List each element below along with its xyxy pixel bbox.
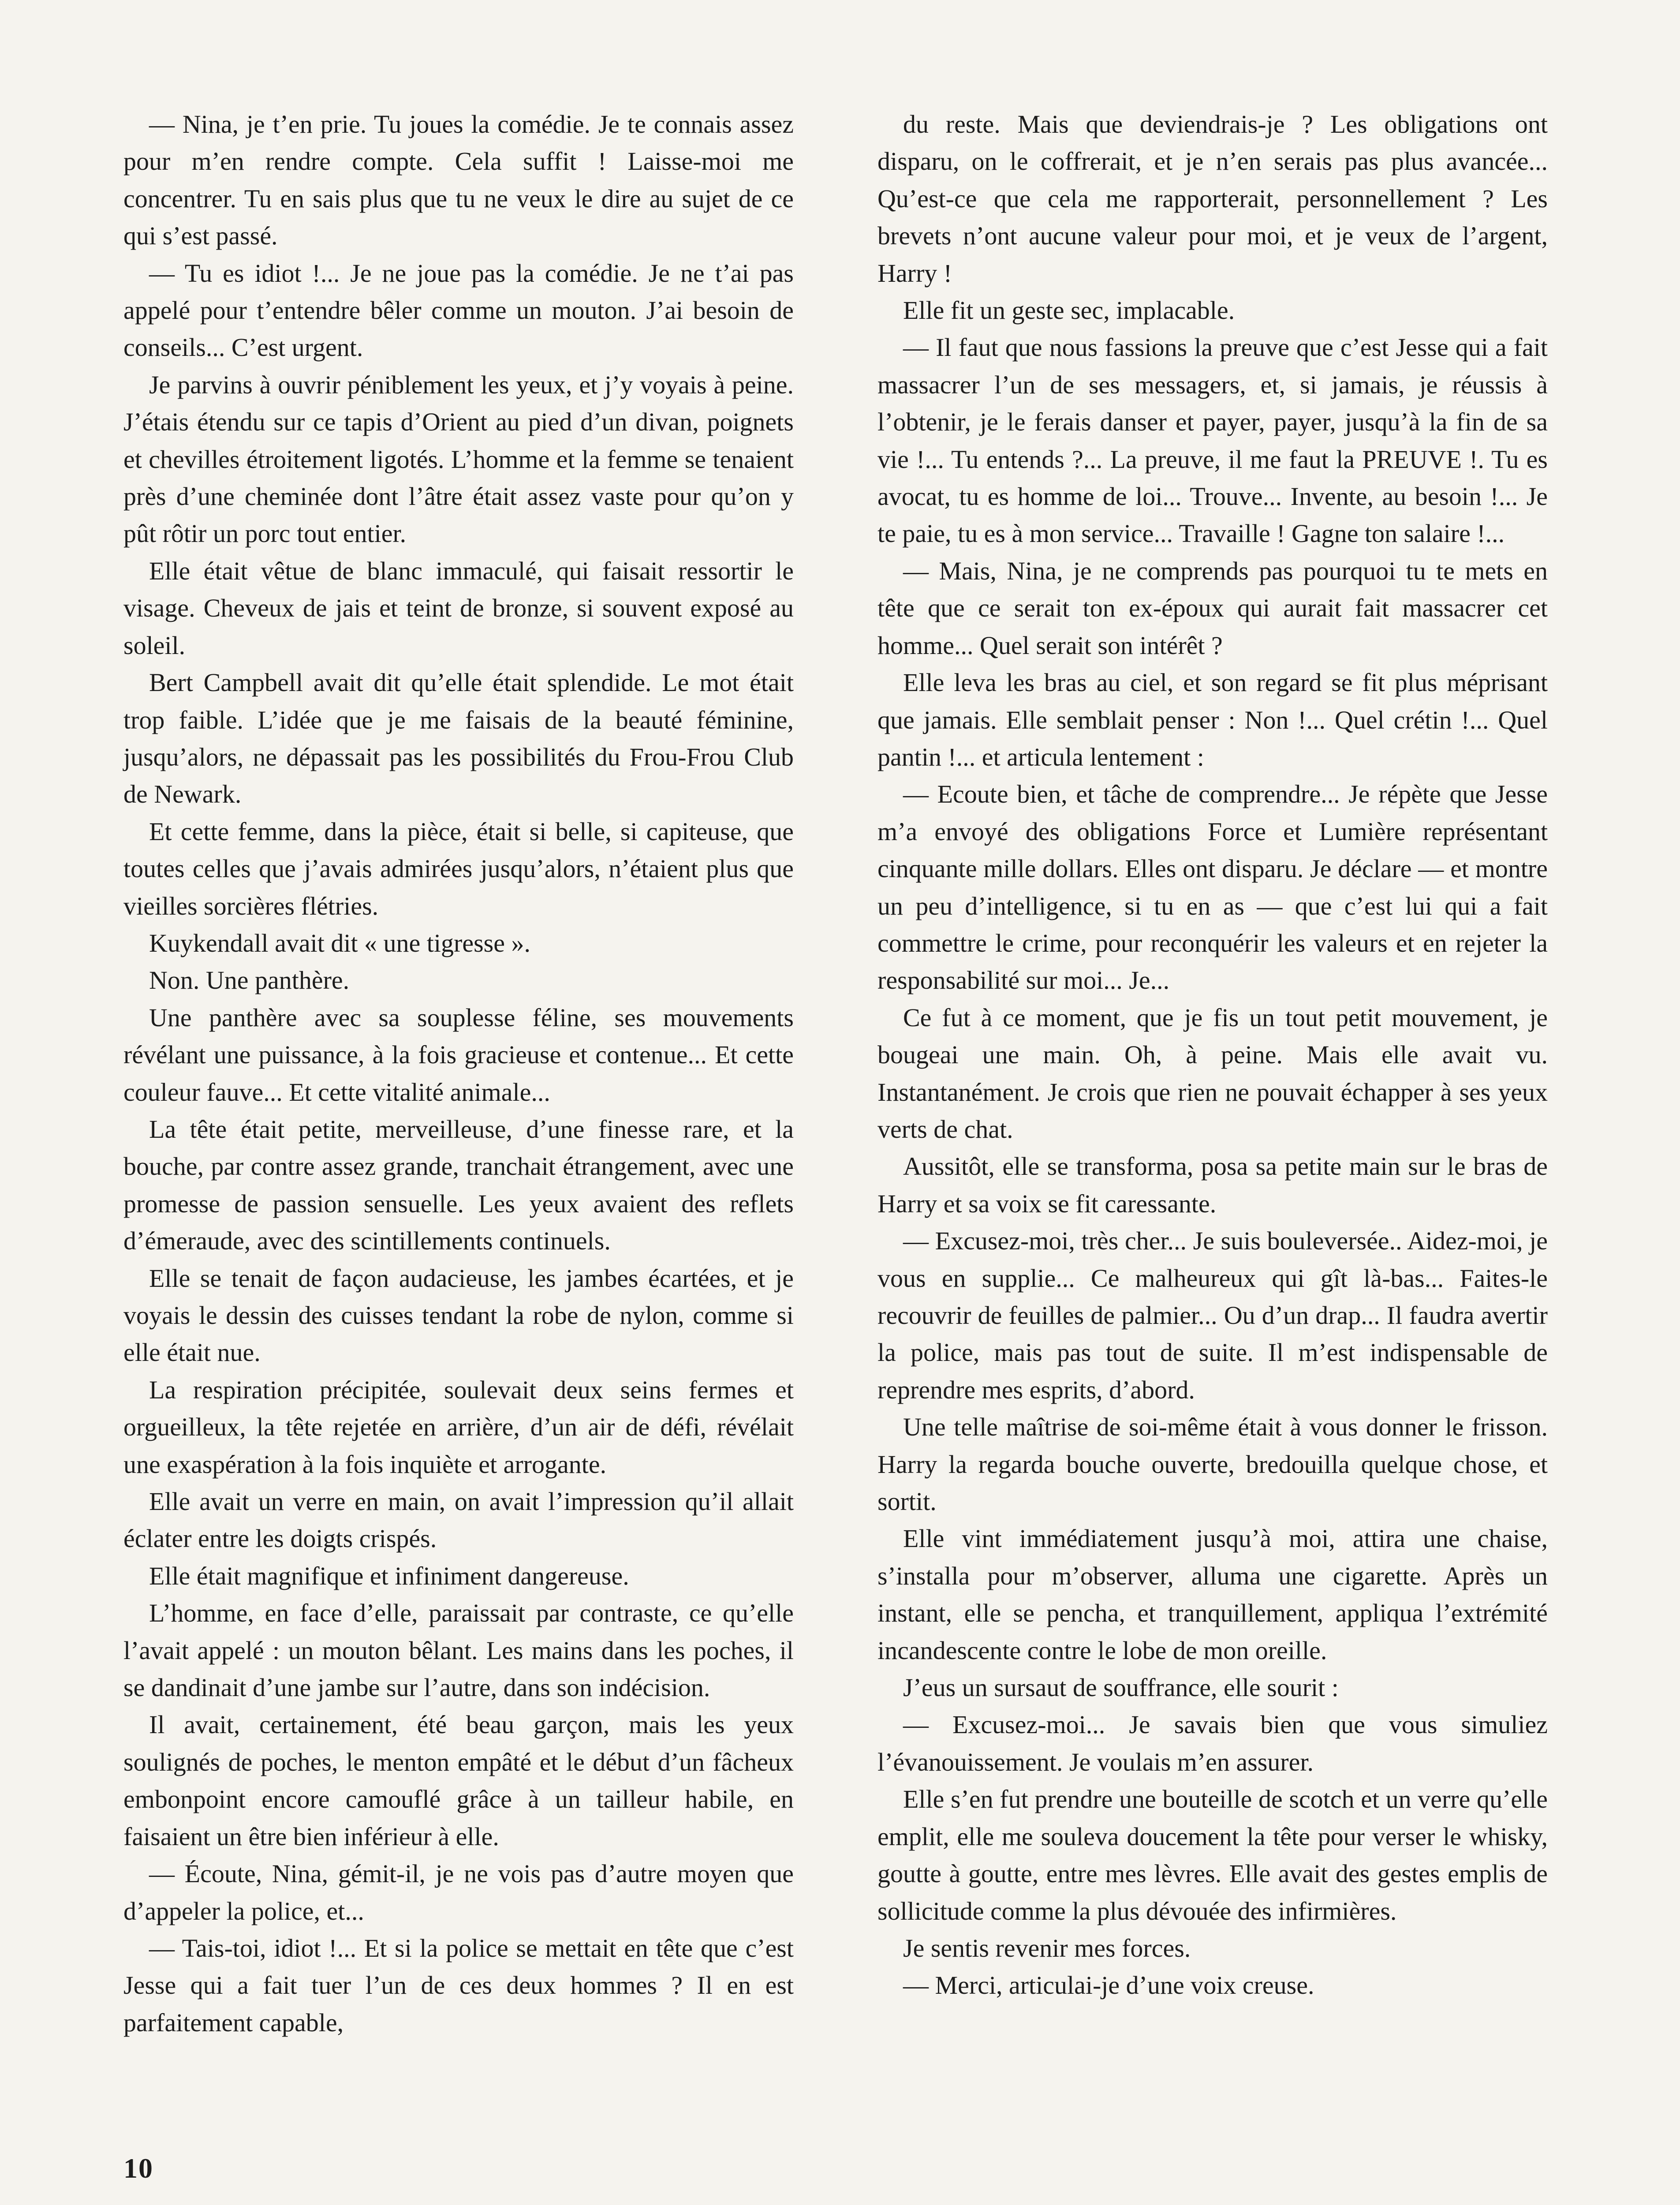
paragraph: J’eus un sursaut de souffrance, elle sourit : — [903, 1673, 1339, 1702]
paragraph: Elle se tenait de façon audacieuse, les jambes écartées, et je voyais le dessin des cuisses tendant la robe de nylon, comme si elle était nue. — [123, 1263, 794, 1367]
paragraph: — Mais, Nina, je ne comprends pas pourquoi tu te mets en tête que ce serait ton ex-époux qui aurait fait massacrer cet homme... Quel serait son intérêt ? — [877, 556, 1548, 660]
paragraph: du reste. Mais que deviendrais-je ? Les obligations ont disparu, on le coffrerait, et je n’en serais pas plus avancée... Qu’est-ce que cela me rapporterait, personnellement ? Les brevets n’ont aucune valeur pour moi, et je veux de l’argent, Harry ! — [877, 110, 1548, 288]
paragraph: Il avait, certainement, été beau garçon, mais les yeux soulignés de poches, le menton empâté et le début d’un fâcheux embonpoint encore camouflé grâce à un tailleur habile, en faisaient un être bien inférieur à elle. — [123, 1710, 794, 1851]
paragraph: Ce fut à ce moment, que je fis un tout petit mouvement, je bougeai une main. Oh, à peine. Mais elle avait vu. Instantanément. Je crois que rien ne pouvait échapper à ses yeux verts de chat. — [877, 1003, 1548, 1144]
paragraph: — Nina, je t’en prie. Tu joues la comédie. Je te connais assez pour m’en rendre compte. Cela suffit ! Laisse-moi me concentrer. Tu en sais plus que tu ne veux le dire au sujet de ce qui s’est passé. — [123, 110, 794, 250]
paragraph: — Excusez-moi, très cher... Je suis bouleversée.. Aidez-moi, je vous en supplie... Ce malheureux qui gît là-bas... Faites-le recouvrir de feuilles de palmier... Ou d’un drap... Il faudra avertir la police, mais pas tout de suite. Il m’est indispensable de reprendre mes esprits, d’abord. — [877, 1226, 1548, 1404]
paragraph: Une panthère avec sa souplesse féline, ses mouvements révélant une puissance, à la fois gracieuse et contenue... Et cette couleur fauve... Et cette vitalité animale... — [123, 1003, 794, 1106]
page-number: 10 — [123, 2153, 153, 2184]
paragraph: Elle s’en fut prendre une bouteille de scotch et un verre qu’elle emplit, elle me souleva doucement la tête pour verser le whisky, goutte à goutte, entre mes lèvres. Elle avait des gestes emplis de sollicitude comme la plus dévouée des infirmières. — [877, 1785, 1548, 1925]
paragraph: Elle vint immédiatement jusqu’à moi, attira une chaise, s’installa pour m’observer, alluma une cigarette. Après un instant, elle se pencha, et tranquillement, appliqua l’extrémité incandescente contre le lobe de mon oreille. — [877, 1524, 1548, 1665]
paragraph: Je parvins à ouvrir péniblement les yeux, et j’y voyais à peine. J’étais étendu sur ce tapis d’Orient au pied d’un divan, poignets et chevilles étroitement ligotés. L’homme et la femme se tenaient près d’une cheminée dont l’âtre était assez vaste pour qu’on y pût rôtir un porc tout entier. — [123, 370, 794, 548]
paragraph: — Tu es idiot !... Je ne joue pas la comédie. Je ne t’ai pas appelé pour t’entendre bêler comme un mouton. J’ai besoin de conseils... C’est urgent. — [123, 258, 794, 362]
paragraph: Elle fit un geste sec, implacable. — [903, 296, 1235, 325]
paragraph: Elle était vêtue de blanc immaculé, qui faisait ressortir le visage. Cheveux de jais et teint de bronze, si souvent exposé au soleil. — [123, 556, 794, 660]
paragraph: Kuykendall avait dit « une tigresse ». — [149, 928, 530, 957]
paragraph: La respiration précipitée, soulevait deux seins fermes et orgueilleux, la tête rejetée en arrière, d’un air de défi, révélait une exaspération à la fois inquiète et arrogante. — [123, 1375, 794, 1479]
paragraph: — Il faut que nous fassions la preuve que c’est Jesse qui a fait massacrer l’un de ses messagers, et, si jamais, je réussis à l’obtenir, je le ferais danser et payer, payer, jusqu’à la fin de sa vie !... Tu entends ?... La preuve, il me faut la PREUVE !. Tu es avocat, tu es homme de loi... Trouve... Invente, au besoin !... Je te paie, tu es à mon service... Travaille ! Gagne ton salaire !... — [877, 333, 1548, 548]
paragraph: Et cette femme, dans la pièce, était si belle, si capiteuse, que toutes celles que j’avais admirées jusqu’alors, n’étaient plus que vieilles sorcières flétries. — [123, 817, 794, 920]
paragraph: Aussitôt, elle se transforma, posa sa petite main sur le bras de Harry et sa voix se fit caressante. — [877, 1152, 1548, 1218]
paragraph: L’homme, en face d’elle, paraissait par contraste, ce qu’elle l’avait appelé : un mouton bêlant. Les mains dans les poches, il se dandinait d’une jambe sur l’autre, dans son indécision. — [123, 1599, 794, 1702]
paragraph: La tête était petite, merveilleuse, d’une finesse rare, et la bouche, par contre assez grande, tranchait étrangement, avec une promesse de passion sensuelle. Les yeux avaient des reflets d’émeraude, avec des scintillements continuels. — [123, 1114, 794, 1256]
paragraph: Elle avait un verre en main, on avait l’impression qu’il allait éclater entre les doigts crispés. — [123, 1487, 794, 1553]
paragraph: Elle leva les bras au ciel, et son regard se fit plus méprisant que jamais. Elle semblait penser : Non !... Quel crétin !... Quel pantin !... et articula lentement : — [877, 668, 1548, 771]
paragraph: — Écoute, Nina, gémit-il, je ne vois pas d’autre moyen que d’appeler la police, et... — [123, 1859, 794, 1925]
text-column-left — [123, 106, 794, 2041]
paragraph: Non. Une panthère. — [149, 966, 350, 995]
text-column-right — [877, 106, 1548, 2004]
paragraph: — Tais-toi, idiot !... Et si la police se mettait en tête que c’est Jesse qui a fait tuer l’un de ces deux hommes ? Il en est parfaitement capable, — [123, 1933, 794, 2037]
paragraph: Je sentis revenir mes forces. — [903, 1933, 1191, 1962]
paragraph: — Merci, articulai-je d’une voix creuse. — [903, 1971, 1314, 2000]
paragraph: Bert Campbell avait dit qu’elle était splendide. Le mot était trop faible. L’idée que je me faisais de la beauté féminine, jusqu’alors, ne dépassait pas les possibilités du Frou-Frou Club de Newark. — [123, 668, 794, 809]
paragraph: Une telle maîtrise de soi-même était à vous donner le frisson. Harry la regarda bouche ouverte, bredouilla quelque chose, et sortit. — [877, 1413, 1548, 1516]
paragraph: — Ecoute bien, et tâche de comprendre... Je répète que Jesse m’a envoyé des obligations Force et Lumière représentant cinquante mille dollars. Elles ont disparu. Je déclare — et montre un peu d’intelligence, si tu en as — que c’est lui qui a fait commettre le crime, pour reconquérir les valeurs et en rejeter la responsabilité sur moi... Je... — [877, 780, 1548, 995]
paragraph: — Excusez-moi... Je savais bien que vous simuliez l’évanouissement. Je voulais m’en assurer. — [877, 1710, 1548, 1776]
paragraph: Elle était magnifique et infiniment dangereuse. — [149, 1561, 629, 1590]
